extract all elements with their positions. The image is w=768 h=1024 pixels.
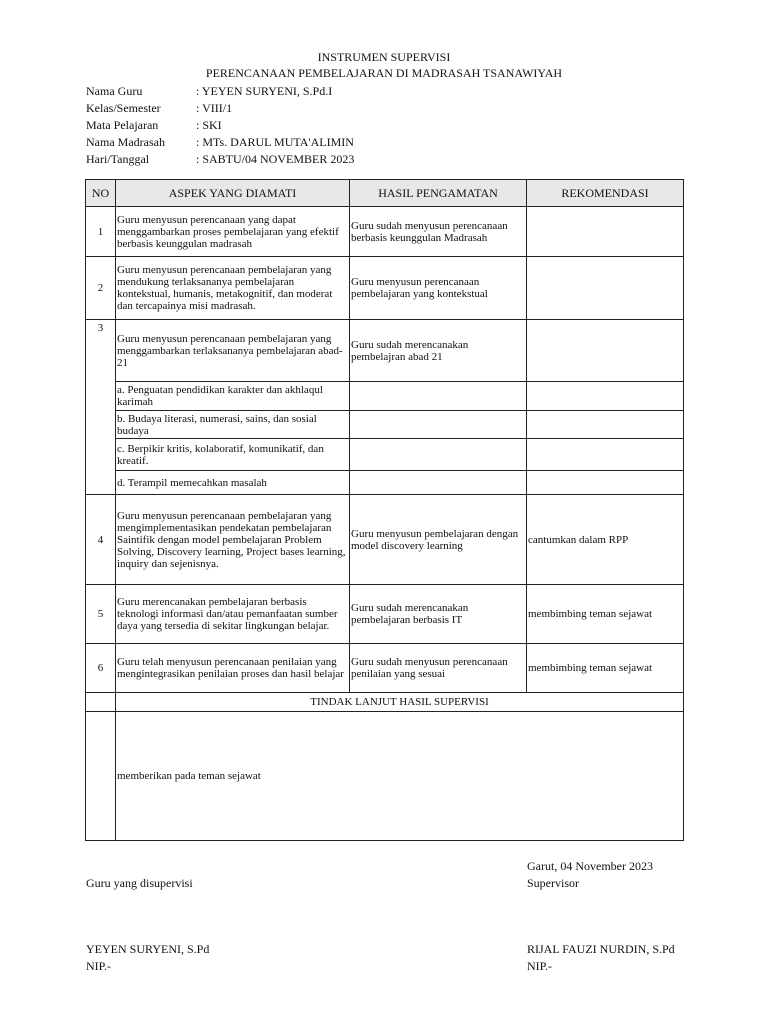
row-aspek: d. Terampil memecahkan masalah	[116, 471, 350, 495]
info-label: Mata Pelajaran	[86, 118, 159, 132]
table-row	[86, 320, 684, 382]
header-no: NO	[86, 180, 116, 207]
row-aspek: b. Budaya literasi, numerasi, sains, dan sosial budaya	[116, 411, 350, 439]
right-signer-name: RIJAL FAUZI NURDIN, S.Pd	[527, 942, 675, 956]
row-rekomendasi	[527, 382, 684, 411]
info-label: Nama Guru	[86, 84, 143, 98]
row-aspek: Guru menyusun perencanaan pembelajaran yang mengimplementasikan pendekatan pembelajaran Saintifik dengan model pembelajaran Problem Solving, Discovery learning, Project bases learning, inquiry dan sejenisnya.	[116, 495, 350, 585]
followup-no-cell	[86, 712, 116, 841]
table-row	[86, 411, 684, 439]
row-aspek: Guru telah menyusun perencanaan penilaian yang mengintegrasikan penilaian proses dan hasil belajar	[116, 644, 350, 693]
row-rekomendasi: membimbing teman sejawat	[527, 644, 684, 693]
row-rekomendasi	[527, 439, 684, 471]
row-rekomendasi	[527, 471, 684, 495]
row-hasil: Guru sudah menyusun perencanaan penilaian yang sesuai	[350, 644, 527, 693]
row-rekomendasi	[527, 320, 684, 382]
row-aspek: Guru menyusun perencanaan pembelajaran yang menggambarkan terlaksananya pembelajaran abad-21	[116, 320, 350, 382]
row-aspek: Guru merencanakan pembelajaran berbasis teknologi informasi dan/atau pemanfaatan sumber daya yang tersedia di sekitar lingkungan belajar.	[116, 585, 350, 644]
left-signer-name: YEYEN SURYENI, S.Pd	[86, 942, 210, 956]
row-no: 2	[86, 257, 116, 320]
table-row	[86, 382, 684, 411]
info-value: : SABTU/04 NOVEMBER 2023	[196, 152, 355, 166]
info-row-teacher	[86, 83, 354, 100]
row-hasil: Guru menyusun perencanaan pembelajaran yang kontekstual	[350, 257, 527, 320]
info-value: : VIII/1	[196, 101, 233, 115]
row-hasil: Guru menyusun pembelajaran dengan model discovery learning	[350, 495, 527, 585]
header-hasil: HASIL PENGAMATAN	[350, 180, 527, 207]
left-signer-nip: NIP.-	[86, 959, 112, 973]
followup-text: memberikan pada teman sejawat	[116, 712, 684, 841]
row-hasil	[350, 382, 527, 411]
table-row	[86, 644, 684, 693]
row-no: 1	[86, 207, 116, 257]
followup-header-row	[86, 693, 684, 712]
table-row	[86, 439, 684, 471]
supervision-table	[85, 179, 684, 841]
row-rekomendasi: cantumkan dalam RPP	[527, 495, 684, 585]
teacher-info	[86, 83, 354, 168]
info-row-class	[86, 100, 354, 117]
row-hasil: Guru sudah merencanakan pembelajran abad 21	[350, 320, 527, 382]
table-row	[86, 495, 684, 585]
row-rekomendasi	[527, 257, 684, 320]
right-signer-nip: NIP.-	[527, 959, 553, 973]
info-label: Nama Madrasah	[86, 135, 165, 149]
followup-no-cell	[86, 693, 116, 712]
table-header-row	[86, 180, 684, 207]
row-aspek: c. Berpikir kritis, kolaboratif, komunikatif, dan kreatif.	[116, 439, 350, 471]
info-label: Kelas/Semester	[86, 101, 161, 115]
row-aspek: a. Penguatan pendidikan karakter dan akhlaqul karimah	[116, 382, 350, 411]
table-row	[86, 471, 684, 495]
row-hasil	[350, 411, 527, 439]
row-hasil: Guru sudah merencanakan pembelajaran berbasis IT	[350, 585, 527, 644]
row-hasil	[350, 439, 527, 471]
followup-content-row	[86, 712, 684, 841]
document-title: INSTRUMEN SUPERVISI	[317, 50, 451, 64]
row-aspek: Guru menyusun perencanaan pembelajaran yang mendukung terlaksananya pembelajaran kontekstual, humanis, metakognitif, dan moderat dan tercapainya misi madrasah.	[116, 257, 350, 320]
row-no: 6	[86, 644, 116, 693]
row-rekomendasi: membimbing teman sejawat	[527, 585, 684, 644]
document-subtitle: PERENCANAAN PEMBELAJARAN DI MADRASAH TSANAWIYAH	[205, 66, 563, 80]
info-row-school	[86, 134, 354, 151]
info-row-date	[86, 151, 354, 168]
row-hasil	[350, 471, 527, 495]
row-rekomendasi	[527, 411, 684, 439]
row-aspek: Guru menyusun perencanaan yang dapat menggambarkan proses pembelajaran yang efektif berbasis keunggulan madrasah	[116, 207, 350, 257]
info-row-subject	[86, 117, 354, 134]
table-row	[86, 207, 684, 257]
header-aspek: ASPEK YANG DIAMATI	[116, 180, 350, 207]
place-date: Garut, 04 November 2023	[527, 859, 653, 873]
info-label: Hari/Tanggal	[86, 152, 150, 166]
info-value: : MTs. DARUL MUTA'ALIMIN	[196, 135, 354, 149]
right-signer-role: Supervisor	[527, 876, 579, 890]
info-value: : YEYEN SURYENI, S.Pd.I	[196, 84, 333, 98]
row-no: 5	[86, 585, 116, 644]
row-hasil: Guru sudah menyusun perencanaan berbasis keunggulan Madrasah	[350, 207, 527, 257]
header-rekomendasi: REKOMENDASI	[527, 180, 684, 207]
info-value: : SKI	[196, 118, 222, 132]
row-no: 4	[86, 495, 116, 585]
row-rekomendasi	[527, 207, 684, 257]
table-row	[86, 585, 684, 644]
table-row	[86, 257, 684, 320]
row-no: 3	[86, 320, 116, 495]
followup-title: TINDAK LANJUT HASIL SUPERVISI	[116, 693, 684, 712]
left-signer-role: Guru yang disupervisi	[86, 876, 193, 890]
